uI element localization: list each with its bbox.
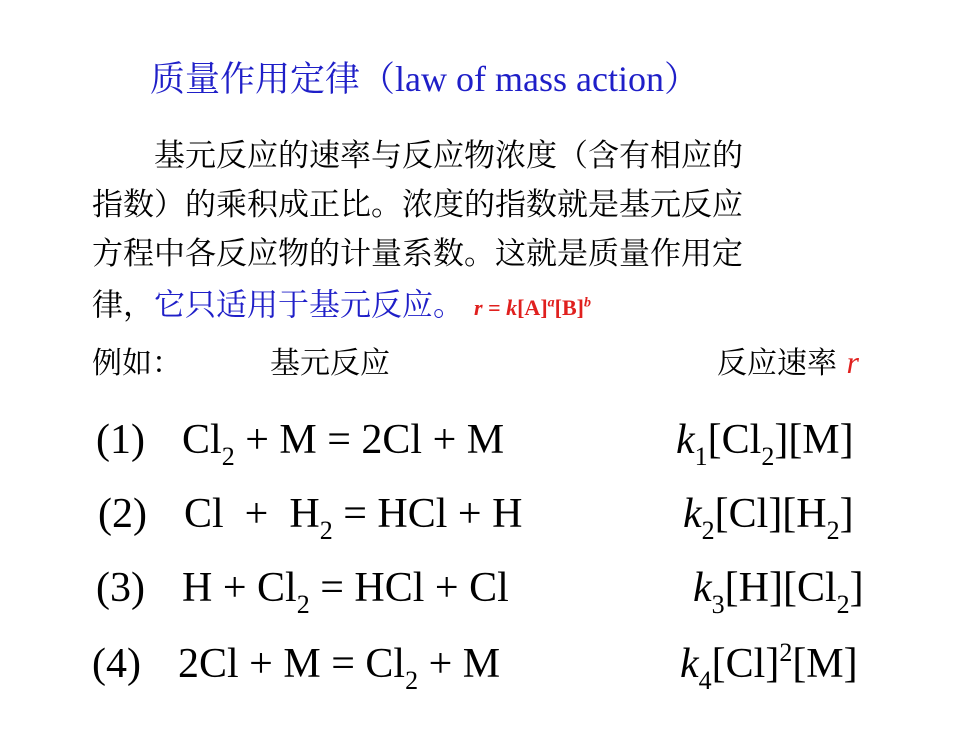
rate-constant: k bbox=[683, 491, 702, 537]
rate-expression-2 bbox=[683, 490, 854, 545]
reaction-number: (1) bbox=[96, 417, 145, 463]
subscript: 2 bbox=[405, 666, 419, 695]
rate-constant-index: 4 bbox=[698, 666, 712, 695]
subscript: 2 bbox=[836, 590, 850, 619]
rate-law-exp-b: b bbox=[583, 296, 591, 311]
reaction-rate-label: 反应速率 bbox=[717, 346, 837, 381]
reaction-rest: + M bbox=[418, 641, 501, 687]
rate-symbol: r bbox=[846, 344, 859, 380]
rate-law-conc-b: [B] bbox=[554, 295, 584, 321]
rate-law-exp-a: a bbox=[547, 296, 555, 311]
reaction-lhs: Cl + H bbox=[184, 491, 320, 537]
reaction-rest: + M = 2Cl + M bbox=[234, 417, 505, 463]
rate-constant-index: 3 bbox=[711, 590, 725, 619]
reaction-number: (4) bbox=[92, 641, 141, 687]
rate-term-end: [M] bbox=[792, 641, 858, 687]
elementary-reaction-header: 基元反应 bbox=[270, 346, 390, 381]
paragraph-line-2: 指数）的乘积成正比。浓度的指数就是基元反应 bbox=[92, 187, 743, 223]
reaction-2 bbox=[98, 490, 523, 545]
rate-constant-index: 1 bbox=[694, 442, 708, 471]
paragraph-line-4 bbox=[92, 279, 912, 328]
subscript: 2 bbox=[826, 516, 840, 545]
paragraph-line-4-text: 律， bbox=[92, 287, 154, 324]
applicability-note: 它只适用于基元反应。 bbox=[154, 287, 464, 324]
reaction-3 bbox=[96, 564, 509, 619]
paragraph-line-3: 方程中各反应物的计量系数。这就是质量作用定 bbox=[92, 236, 743, 272]
rate-law-conc-a: [A] bbox=[517, 295, 548, 321]
definition-paragraph bbox=[92, 132, 912, 328]
subscript: 2 bbox=[319, 516, 333, 545]
page-title bbox=[150, 52, 699, 102]
superscript: 2 bbox=[779, 638, 793, 667]
rate-law-k: k bbox=[506, 295, 518, 321]
rate-constant: k bbox=[676, 417, 695, 463]
rate-term: [H][Cl bbox=[724, 565, 837, 611]
reaction-1 bbox=[96, 416, 505, 471]
subscript: 2 bbox=[296, 590, 310, 619]
reaction-lhs: H + Cl bbox=[182, 565, 297, 611]
paragraph-line-1: 基元反应的速率与反应物浓度（含有相应的 bbox=[154, 138, 743, 174]
reaction-lhs: Cl bbox=[182, 417, 222, 463]
reaction-rest: = HCl + Cl bbox=[309, 565, 509, 611]
reaction-4 bbox=[92, 640, 501, 695]
rate-expression-3 bbox=[693, 564, 864, 619]
rate-term-end: ] bbox=[839, 491, 854, 537]
rate-constant: k bbox=[680, 641, 699, 687]
example-label: 例如： bbox=[92, 346, 182, 381]
title-chinese: 质量作用定律（ bbox=[150, 60, 396, 100]
rate-constant-index: 2 bbox=[701, 516, 715, 545]
reaction-lhs: 2Cl + M = Cl bbox=[178, 641, 406, 687]
rate-constant: k bbox=[693, 565, 712, 611]
rate-term-end: ] bbox=[849, 565, 864, 611]
reaction-rest: = HCl + H bbox=[332, 491, 523, 537]
title-english: law of mass action bbox=[395, 59, 664, 99]
reaction-rate-header bbox=[717, 338, 859, 382]
rate-expression-1 bbox=[676, 416, 854, 471]
rate-term: [Cl][H bbox=[714, 491, 827, 537]
subscript: 2 bbox=[221, 442, 235, 471]
rate-expression-4 bbox=[680, 638, 858, 695]
title-close-paren: ） bbox=[663, 60, 699, 100]
reaction-number: (3) bbox=[96, 565, 145, 611]
rate-law-formula bbox=[464, 295, 591, 320]
rate-term: [Cl] bbox=[711, 641, 780, 687]
reaction-number: (2) bbox=[98, 491, 147, 537]
rate-law-r: r bbox=[474, 295, 483, 321]
rate-term: [Cl bbox=[707, 417, 762, 463]
rate-term-end: ][M] bbox=[774, 417, 854, 463]
subscript: 2 bbox=[761, 442, 775, 471]
rate-law-equals: = bbox=[482, 295, 507, 321]
